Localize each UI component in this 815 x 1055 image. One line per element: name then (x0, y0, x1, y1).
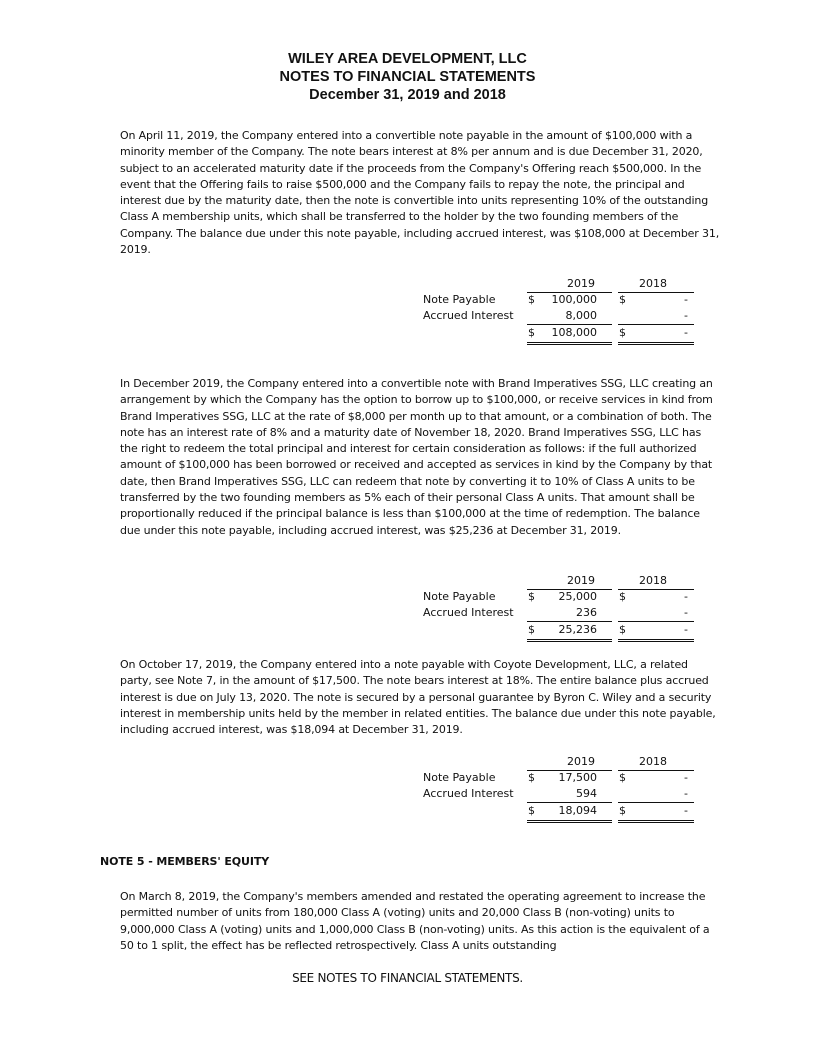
value-2019: 236 (576, 606, 597, 619)
page-footer: SEE NOTES TO FINANCIAL STATEMENTS. (292, 971, 523, 985)
year-underline-2019 (527, 589, 612, 590)
dollar-sign: $ (528, 326, 535, 339)
table-total-row (420, 804, 700, 820)
table-row (420, 309, 700, 325)
table-total-row (420, 623, 700, 639)
year-header-2018: 2018 (639, 277, 667, 290)
year-underline-2018 (618, 292, 694, 293)
table-row (420, 293, 700, 309)
total-2019: 25,236 (558, 623, 597, 636)
paragraph-brand-imperatives-note: In December 2019, the Company entered into a convertible note with Brand Imperatives SSG, LLC creating an arrangement by which the Company has the option to borrow up to $100,000, or receive services in kind from Brand Imperatives SSG, LLC at the rate of $8,000 per month up to that amount, or a combination of both. The note has an interest rate of 8% and a maturity date of November 18, 2020. Brand Imperatives SSG, LLC has the right to redeem the total principal and interest for certain consideration as follows: if the full authorized amount of $100,000 has been borrowed or received and accepted as services in kind by the Company by that date, then Brand Imperatives SSG, LLC can redeem that note by converting it to 10% of Class A units to be transferred by the two founding members as 5% each of their personal Class A units. That amount shall be proportionally reduced if the principal balance is less than $100,000 at the time of redemption. The balance due under this note payable, including accrued interest, was $25,236 at December 31, 2019. (120, 377, 713, 537)
document-header (0, 50, 815, 104)
double-underline-2019 (527, 639, 612, 642)
double-underline-2019 (527, 342, 612, 345)
value-2018: - (684, 787, 688, 800)
total-2019: 18,094 (558, 804, 597, 817)
dollar-sign: $ (528, 623, 535, 636)
value-2018: - (684, 771, 688, 784)
paragraph-members-equity: On March 8, 2019, the Company's members amended and restated the operating agreement to increase the permitted number of units from 180,000 Class A (voting) units and 20,000 Class B (non-voting) units to 9,000,000 Class A (voting) units and 1,000,000 Class B (non-voting) units. As this action is the equivalent of a 50 to 1 split, the effect has be reflected retrospectively. Class A units outstanding (120, 890, 710, 952)
dollar-sign: $ (528, 771, 535, 784)
row-label: Note Payable (423, 590, 496, 603)
period-line: December 31, 2019 and 2018 (309, 87, 506, 103)
value-2019: 17,500 (558, 771, 597, 784)
total-2018: - (684, 623, 688, 636)
year-header-2019: 2019 (567, 277, 595, 290)
double-underline-2018 (618, 639, 694, 642)
dollar-sign: $ (619, 590, 626, 603)
table-row (420, 787, 700, 803)
subtotal-line-2019 (527, 802, 612, 803)
table-row (420, 606, 700, 622)
year-underline-2019 (527, 292, 612, 293)
dollar-sign: $ (619, 326, 626, 339)
double-underline-2019 (527, 820, 612, 823)
total-2019: 108,000 (551, 326, 597, 339)
value-2018: - (684, 590, 688, 603)
value-2019: 25,000 (558, 590, 597, 603)
table-row (420, 771, 700, 787)
year-underline-2018 (618, 770, 694, 771)
subtotal-line-2018 (618, 621, 694, 622)
row-label: Accrued Interest (423, 309, 514, 322)
subtotal-line-2019 (527, 324, 612, 325)
year-underline-2019 (527, 770, 612, 771)
value-2018: - (684, 293, 688, 306)
dollar-sign: $ (528, 804, 535, 817)
dollar-sign: $ (619, 804, 626, 817)
total-2018: - (684, 326, 688, 339)
subtotal-line-2018 (618, 802, 694, 803)
subtotal-line-2019 (527, 621, 612, 622)
dollar-sign: $ (619, 771, 626, 784)
year-underline-2018 (618, 589, 694, 590)
document-title: NOTES TO FINANCIAL STATEMENTS (279, 69, 536, 85)
row-label: Accrued Interest (423, 606, 514, 619)
dollar-sign: $ (528, 293, 535, 306)
note-5-heading: NOTE 5 - MEMBERS' EQUITY (100, 855, 270, 868)
total-2018: - (684, 804, 688, 817)
subtotal-line-2018 (618, 324, 694, 325)
value-2019: 8,000 (565, 309, 597, 322)
paragraph-april-note: On April 11, 2019, the Company entered into a convertible note payable in the amount of $100,000 with a minority member of the Company. The note bears interest at 8% per annum and is due December 31, 2020, subject to an accelerated maturity date if the proceeds from the Company's Offering reach $500,000. In the event that the Offering fails to raise $500,000 and the Company fails to repay the note, the principal and interest due by the maturity date, then the note is convertible into units representing 10% of the outstanding Class A membership units, which shall be transferred to the holder by the two founding members of the Company. The balance due under this note payable, including accrued interest, was $108,000 at December 31, 2019. (120, 129, 720, 257)
year-header-2018: 2018 (639, 574, 667, 587)
row-label: Note Payable (423, 771, 496, 784)
company-name: WILEY AREA DEVELOPMENT, LLC (288, 51, 527, 67)
row-label: Accrued Interest (423, 787, 514, 800)
value-2018: - (684, 309, 688, 322)
double-underline-2018 (618, 820, 694, 823)
year-header-2019: 2019 (567, 755, 595, 768)
table-total-row (420, 326, 700, 342)
row-label: Note Payable (423, 293, 496, 306)
paragraph-coyote-note: On October 17, 2019, the Company entered into a note payable with Coyote Development, LLC, a related party, see Note 7, in the amount of $17,500. The note bears interest at 18%. The entire balance plus accrued interest is due on July 13, 2020. The note is secured by a personal guarantee by Byron C. Wiley and a security interest in membership units held by the member in related entities. The balance due under this note payable, including accrued interest, was $18,094 at December 31, 2019. (120, 658, 716, 737)
dollar-sign: $ (528, 590, 535, 603)
value-2018: - (684, 606, 688, 619)
double-underline-2018 (618, 342, 694, 345)
value-2019: 100,000 (551, 293, 597, 306)
dollar-sign: $ (619, 623, 626, 636)
year-header-2018: 2018 (639, 755, 667, 768)
table-row (420, 590, 700, 606)
value-2019: 594 (576, 787, 597, 800)
year-header-2019: 2019 (567, 574, 595, 587)
dollar-sign: $ (619, 293, 626, 306)
